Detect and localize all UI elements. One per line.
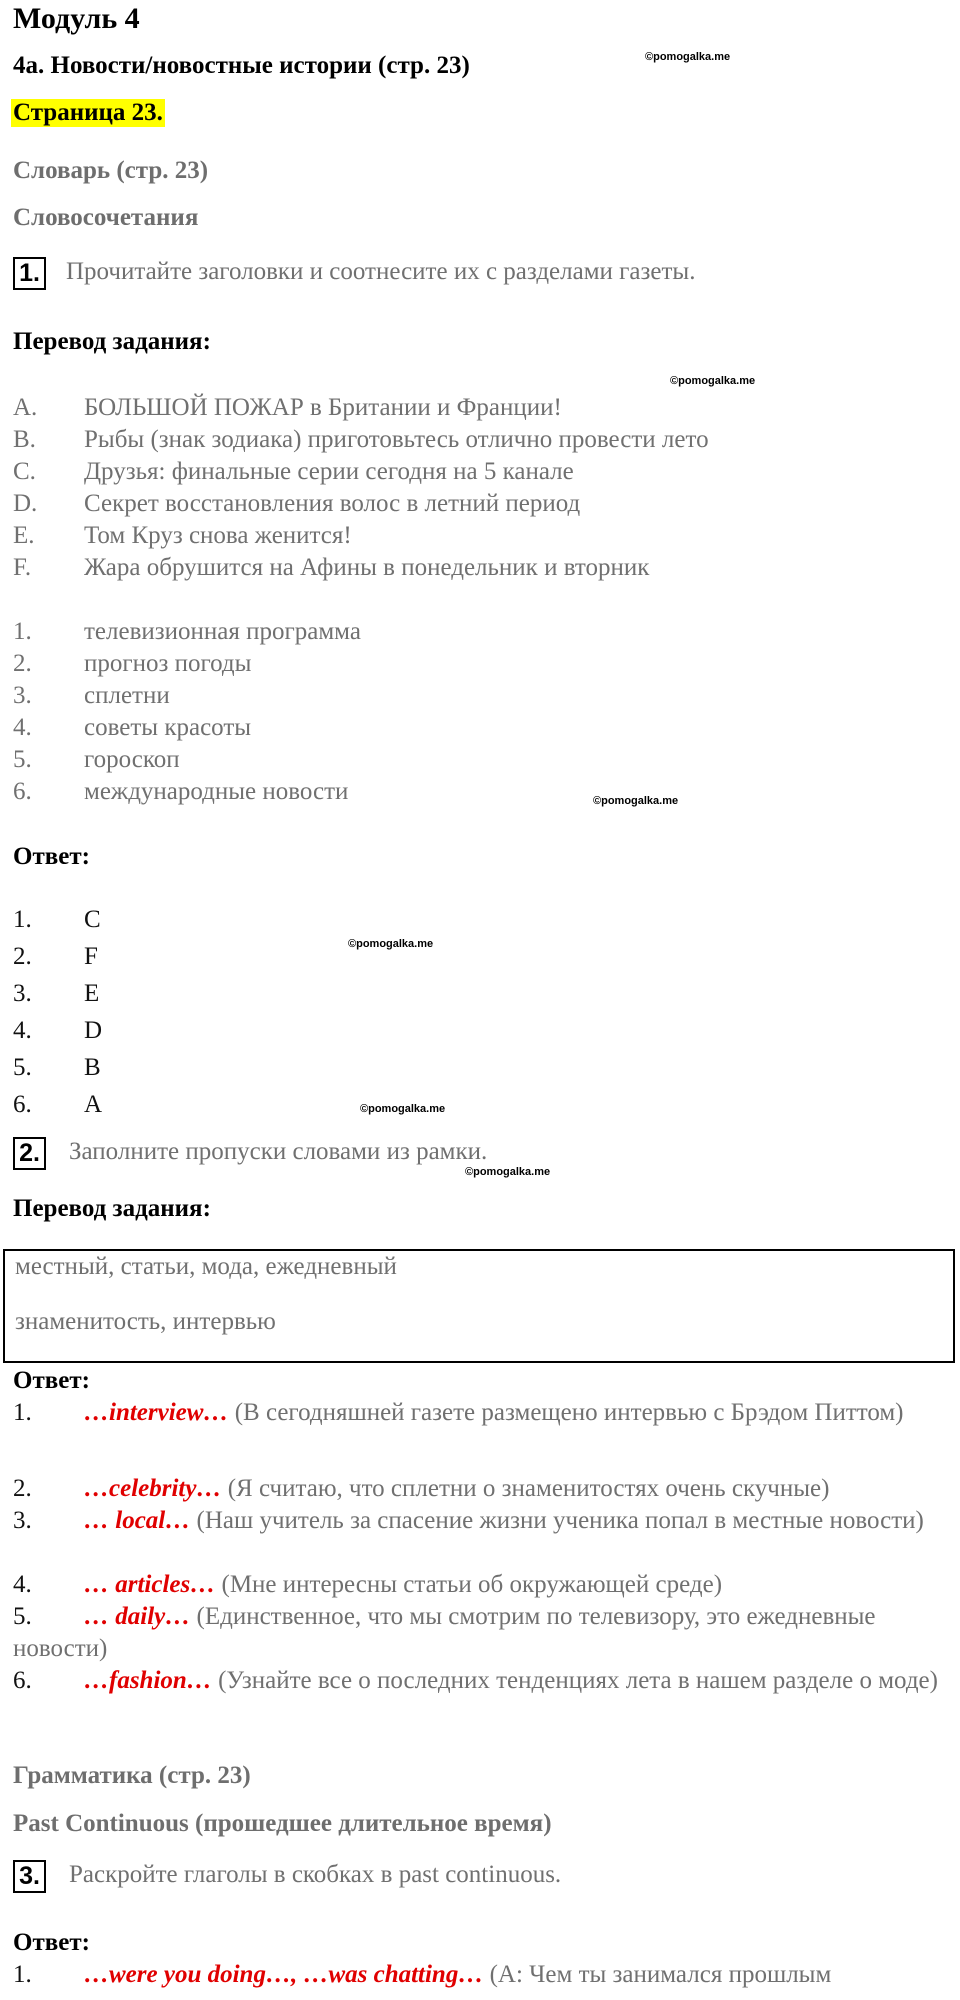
answer-translation: (Мне интересны статьи об окружающей среде) — [215, 1571, 723, 1598]
headline-item — [13, 490, 913, 520]
task1-number — [13, 257, 46, 290]
task2-number — [13, 1137, 46, 1170]
grammar-subtitle: Past Continuous (прошедшее длительное время) — [13, 1810, 552, 1837]
list-item-label: D. — [13, 490, 38, 517]
answer-number: 3. — [13, 1507, 32, 1534]
answer-item — [13, 1601, 943, 1665]
answer-translation: (Узнайте все о последних тенденциях лета в нашем разделе о моде) — [211, 1667, 938, 1694]
vocabulary-title: Словарь (стр. 23) — [13, 157, 209, 184]
list-item-label: 5. — [13, 1054, 32, 1081]
list-item-label: 1. — [13, 906, 32, 933]
watermark: ©pomogalka.me — [348, 938, 434, 950]
answer-translation: (В сегодняшней газете размещено интервью с Брэдом Питтом) — [228, 1399, 904, 1426]
answer-number: 4. — [13, 1571, 32, 1598]
watermark: ©pomogalka.me — [593, 795, 679, 807]
lesson-title: 4a. Новости/новостные истории (стр. 23) — [13, 52, 470, 79]
answer-item — [13, 980, 913, 1010]
word-box-line: знаменитость, интервью — [15, 1308, 276, 1335]
list-item-text: БОЛЬШОЙ ПОЖАР в Британии и Франции! — [84, 394, 562, 421]
module-title: Модуль 4 — [13, 2, 140, 35]
watermark: ©pomogalka.me — [465, 1166, 551, 1178]
task1-translation-title: Перевод задания: — [13, 328, 211, 355]
answer-item — [13, 1397, 943, 1429]
section-item — [13, 650, 913, 680]
answer-number: 2. — [13, 1475, 32, 1502]
list-item-text: F — [84, 943, 98, 970]
list-item-label: 4. — [13, 1017, 32, 1044]
list-item-label: 4. — [13, 714, 32, 741]
task2-translation-title: Перевод задания: — [13, 1195, 211, 1222]
grammar-title: Грамматика (стр. 23) — [13, 1762, 251, 1789]
watermark: ©pomogalka.me — [645, 51, 731, 63]
answer-keyword: … local… — [84, 1507, 191, 1534]
watermark: ©pomogalka.me — [360, 1103, 446, 1115]
headline-item — [13, 522, 913, 552]
answer-translation: (Я считаю, что сплетни о знаменитостях очень скучные) — [221, 1475, 830, 1502]
list-item-text: сплетни — [84, 682, 170, 709]
vocabulary-subtitle: Словосочетания — [13, 204, 199, 231]
answer-translation: (A: Чем ты занимался прошлым — [483, 1961, 832, 1988]
page-label: Страница 23. — [13, 99, 163, 126]
section-item — [13, 618, 913, 648]
answer-keyword: …celebrity… — [84, 1475, 222, 1502]
list-item-label: F. — [13, 554, 32, 581]
list-item-text: B — [84, 1054, 101, 1081]
answer-item — [13, 1665, 943, 1697]
list-item-text: A — [84, 1091, 103, 1118]
answer-item — [13, 1054, 913, 1084]
list-item-text: международные новости — [84, 778, 349, 805]
answer-keyword: …fashion… — [84, 1667, 212, 1694]
task-number-badge: 3. — [13, 1860, 46, 1893]
list-item-text: Том Круз снова женится! — [84, 522, 352, 549]
headline-item — [13, 458, 913, 488]
list-item-text: Рыбы (знак зодиака) приготовьтесь отлично провести лето — [84, 426, 709, 453]
section-item — [13, 714, 913, 744]
answer-number: 6. — [13, 1667, 32, 1694]
list-item-text: C — [84, 906, 101, 933]
headline-item — [13, 394, 913, 424]
list-item-text: D — [84, 1017, 103, 1044]
list-item-text: Друзья: финальные серии сегодня на 5 канале — [84, 458, 574, 485]
answer-keyword: … daily… — [84, 1603, 191, 1630]
headline-item — [13, 554, 913, 584]
list-item-text: телевизионная программа — [84, 618, 361, 645]
watermark: ©pomogalka.me — [670, 375, 756, 387]
list-item-label: C. — [13, 458, 36, 485]
list-item-label: B. — [13, 426, 36, 453]
headline-item — [13, 426, 913, 456]
answer-item — [13, 943, 913, 973]
answer-translation: (Единственное, что мы смотрим по телевизору, это ежедневные новости) — [13, 1603, 876, 1662]
answer-keyword: … articles… — [84, 1571, 216, 1598]
word-box — [3, 1249, 955, 1363]
section-item — [13, 682, 913, 712]
list-item-label: 6. — [13, 1091, 32, 1118]
answer-keyword: …were you doing…, …was chatting… — [84, 1961, 484, 1988]
task-number-badge: 1. — [13, 257, 46, 290]
answer-item — [13, 1091, 913, 1121]
answer-item — [13, 1959, 943, 1991]
list-item-label: 2. — [13, 650, 32, 677]
answer-translation: (Наш учитель за спасение жизни ученика попал в местные новости) — [190, 1507, 924, 1534]
answer-item — [13, 1017, 913, 1047]
list-item-label: 2. — [13, 943, 32, 970]
section-item — [13, 778, 913, 808]
answer-number: 1. — [13, 1961, 32, 1988]
task-number-badge: 2. — [13, 1137, 46, 1170]
task3-instruction: Раскройте глаголы в скобках в past continuous. — [69, 1861, 562, 1888]
word-box-line: местный, статьи, мода, ежедневный — [15, 1253, 397, 1280]
list-item-label: 3. — [13, 980, 32, 1007]
answer-number: 5. — [13, 1603, 32, 1630]
task2-answer-title: Ответ: — [13, 1367, 90, 1394]
task3-number — [13, 1860, 46, 1893]
answer-number: 1. — [13, 1399, 32, 1426]
list-item-text: Секрет восстановления волос в летний период — [84, 490, 581, 517]
list-item-label: 1. — [13, 618, 32, 645]
list-item-label: 3. — [13, 682, 32, 709]
answer-keyword: …interview… — [84, 1399, 229, 1426]
task2-instruction: Заполните пропуски словами из рамки. — [69, 1138, 488, 1165]
answer-item — [13, 1505, 943, 1537]
list-item-label: 6. — [13, 778, 32, 805]
section-item — [13, 746, 913, 776]
list-item-text: гороскоп — [84, 746, 180, 773]
task3-answer-title: Ответ: — [13, 1929, 90, 1956]
answer-item — [13, 906, 913, 936]
answer-item — [13, 1473, 943, 1505]
answer-item — [13, 1569, 943, 1601]
list-item-label: 5. — [13, 746, 32, 773]
list-item-label: E. — [13, 522, 35, 549]
list-item-text: прогноз погоды — [84, 650, 252, 677]
list-item-label: A. — [13, 394, 38, 421]
list-item-text: E — [84, 980, 100, 1007]
list-item-text: Жара обрушится на Афины в понедельник и вторник — [84, 554, 650, 581]
list-item-text: советы красоты — [84, 714, 252, 741]
task1-instruction: Прочитайте заголовки и соотнесите их с разделами газеты. — [66, 258, 696, 285]
task1-answer-title: Ответ: — [13, 843, 90, 870]
